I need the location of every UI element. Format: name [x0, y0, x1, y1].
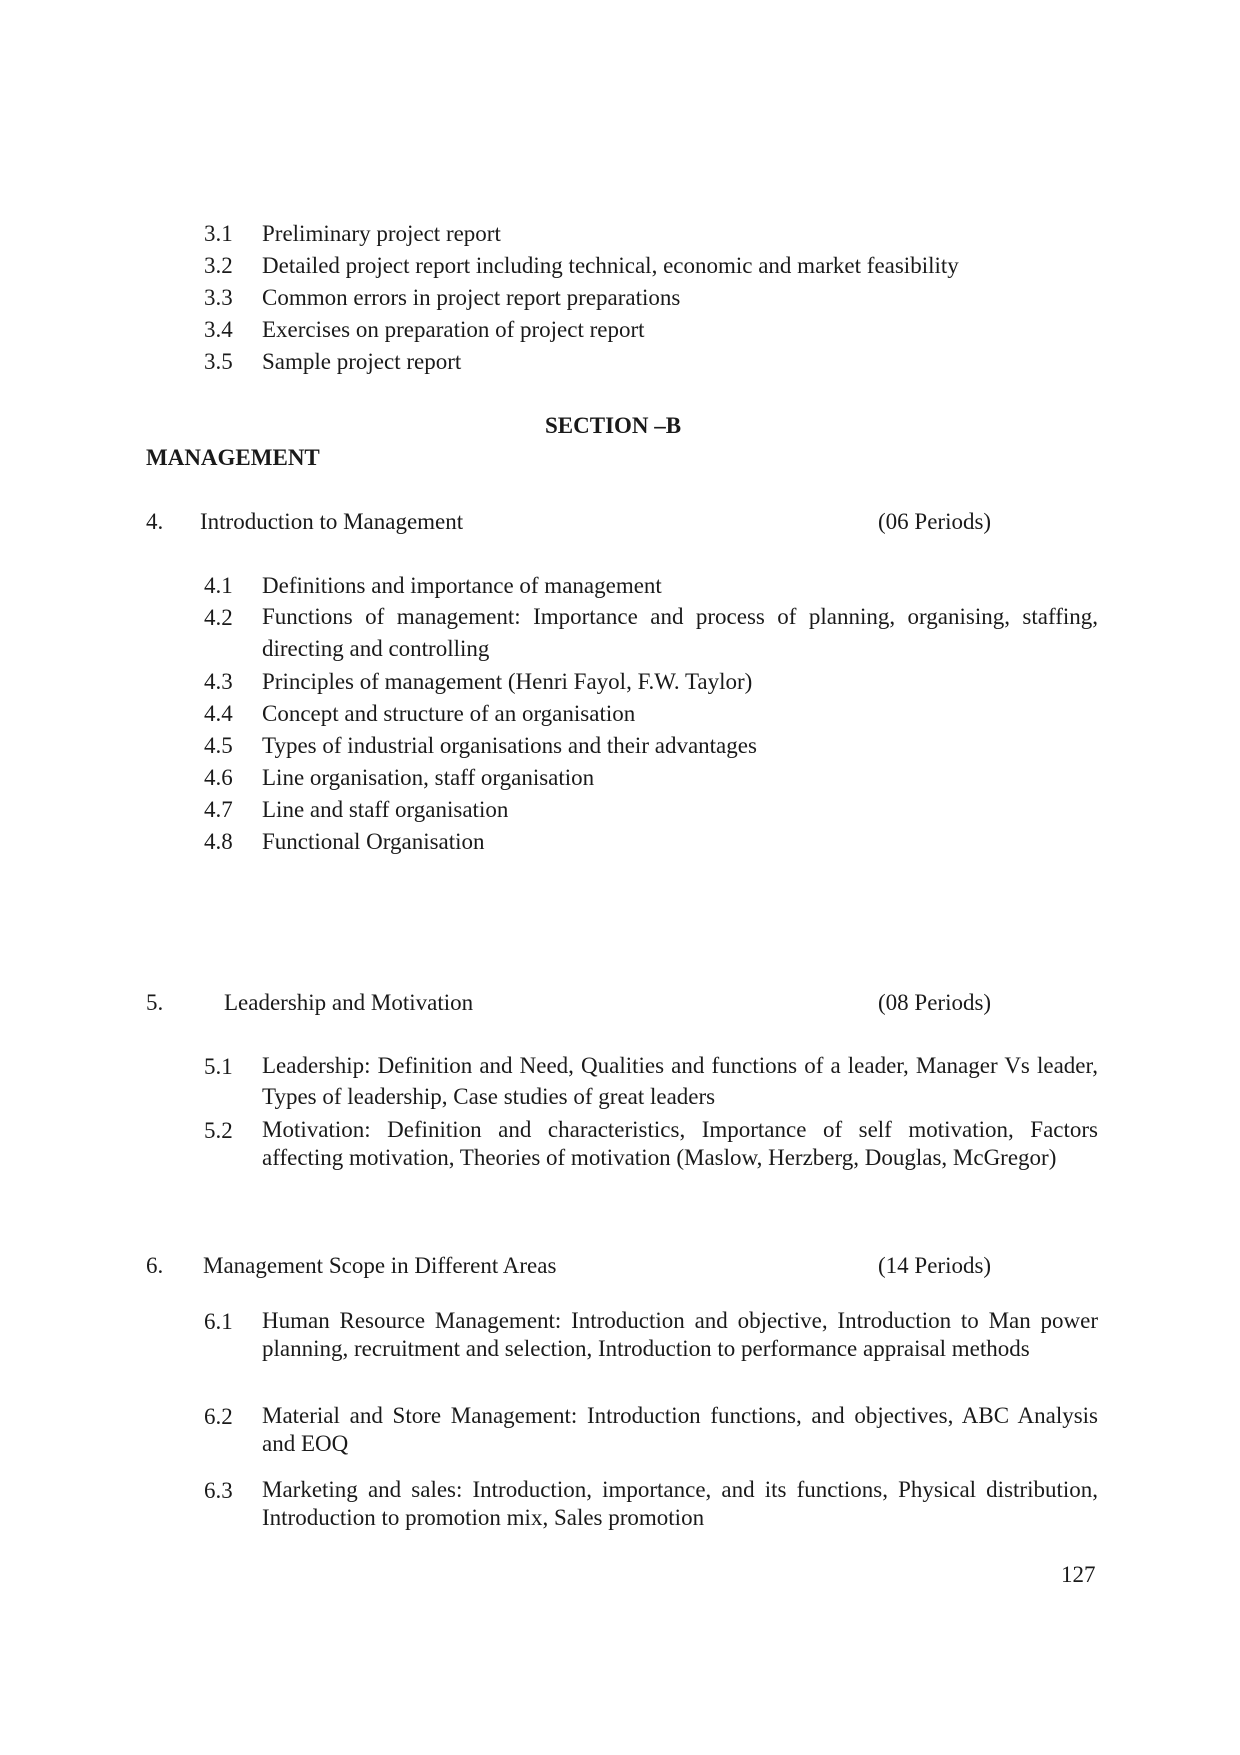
item-number: 5.1 — [204, 1054, 233, 1079]
item-number: 6.1 — [204, 1309, 233, 1334]
item-text: Detailed project report including technical, economic and market feasibility — [262, 253, 959, 278]
item-number: 3.2 — [204, 253, 233, 278]
unit-periods: (08 Periods) — [878, 990, 992, 1015]
item-number: 4.5 — [204, 733, 233, 758]
page-number: 127 — [1061, 1562, 1096, 1587]
item-text: Functional Organisation — [262, 829, 485, 854]
item-text: Common errors in project report preparations — [262, 285, 681, 310]
item-number: 3.1 — [204, 221, 233, 246]
item-number: 4.8 — [204, 829, 233, 854]
item-number: 4.3 — [204, 669, 233, 694]
item-text: Concept and structure of an organisation — [262, 701, 636, 726]
item-text: Definitions and importance of management — [262, 573, 662, 598]
section-heading: SECTION –B — [545, 413, 682, 438]
item-number: 3.3 — [204, 285, 233, 310]
unit-number: 5. — [146, 990, 164, 1015]
item-text: Preliminary project report — [262, 221, 501, 246]
item-text: Leadership: Definition and Need, Qualities and functions of a leader, Manager Vs leader, Types of leadership, Case studies of great leaders — [262, 1053, 1098, 1109]
management-heading: MANAGEMENT — [146, 445, 320, 470]
item-text: Motivation: Definition and characteristics, Importance of self motivation, Factors affecting motivation, Theories of motivation (Maslow, Herzberg, Douglas, McGregor) — [262, 1117, 1098, 1170]
item-text: Human Resource Management: Introduction and objective, Introduction to Man power planning, recruitment and selection, Introduction to performance appraisal methods — [262, 1308, 1098, 1361]
unit-title: Introduction to Management — [200, 509, 464, 534]
item-text: Principles of management (Henri Fayol, F.W. Taylor) — [262, 669, 753, 694]
item-text: Line and staff organisation — [262, 797, 509, 822]
unit-periods: (06 Periods) — [878, 509, 992, 534]
item-number: 4.2 — [204, 605, 233, 630]
item-text: Material and Store Management: Introduction functions, and objectives, ABC Analysis and EOQ — [262, 1403, 1098, 1456]
item-text: Marketing and sales: Introduction, importance, and its functions, Physical distribution, Introduction to promotion mix, Sales promotion — [262, 1477, 1098, 1530]
item-number: 6.2 — [204, 1404, 233, 1429]
unit-periods: (14 Periods) — [878, 1253, 992, 1278]
item-number: 4.4 — [204, 701, 233, 726]
item-text: Line organisation, staff organisation — [262, 765, 595, 790]
item-text: Functions of management: Importance and process of planning, organising, staffing, directing and controlling — [262, 604, 1098, 661]
item-number: 4.6 — [204, 765, 233, 790]
item-number: 3.5 — [204, 349, 233, 374]
item-number: 4.1 — [204, 573, 233, 598]
unit-number: 6. — [146, 1253, 164, 1278]
item-number: 4.7 — [204, 797, 233, 822]
item-number: 5.2 — [204, 1118, 233, 1143]
unit-title: Management Scope in Different Areas — [203, 1253, 557, 1278]
item-text: Types of industrial organisations and their advantages — [262, 733, 757, 758]
item-number: 3.4 — [204, 317, 233, 342]
item-text: Sample project report — [262, 349, 462, 374]
item-text: Exercises on preparation of project report — [262, 317, 645, 342]
item-number: 6.3 — [204, 1478, 233, 1503]
unit-number: 4. — [146, 509, 164, 534]
unit-title: Leadership and Motivation — [224, 990, 474, 1015]
